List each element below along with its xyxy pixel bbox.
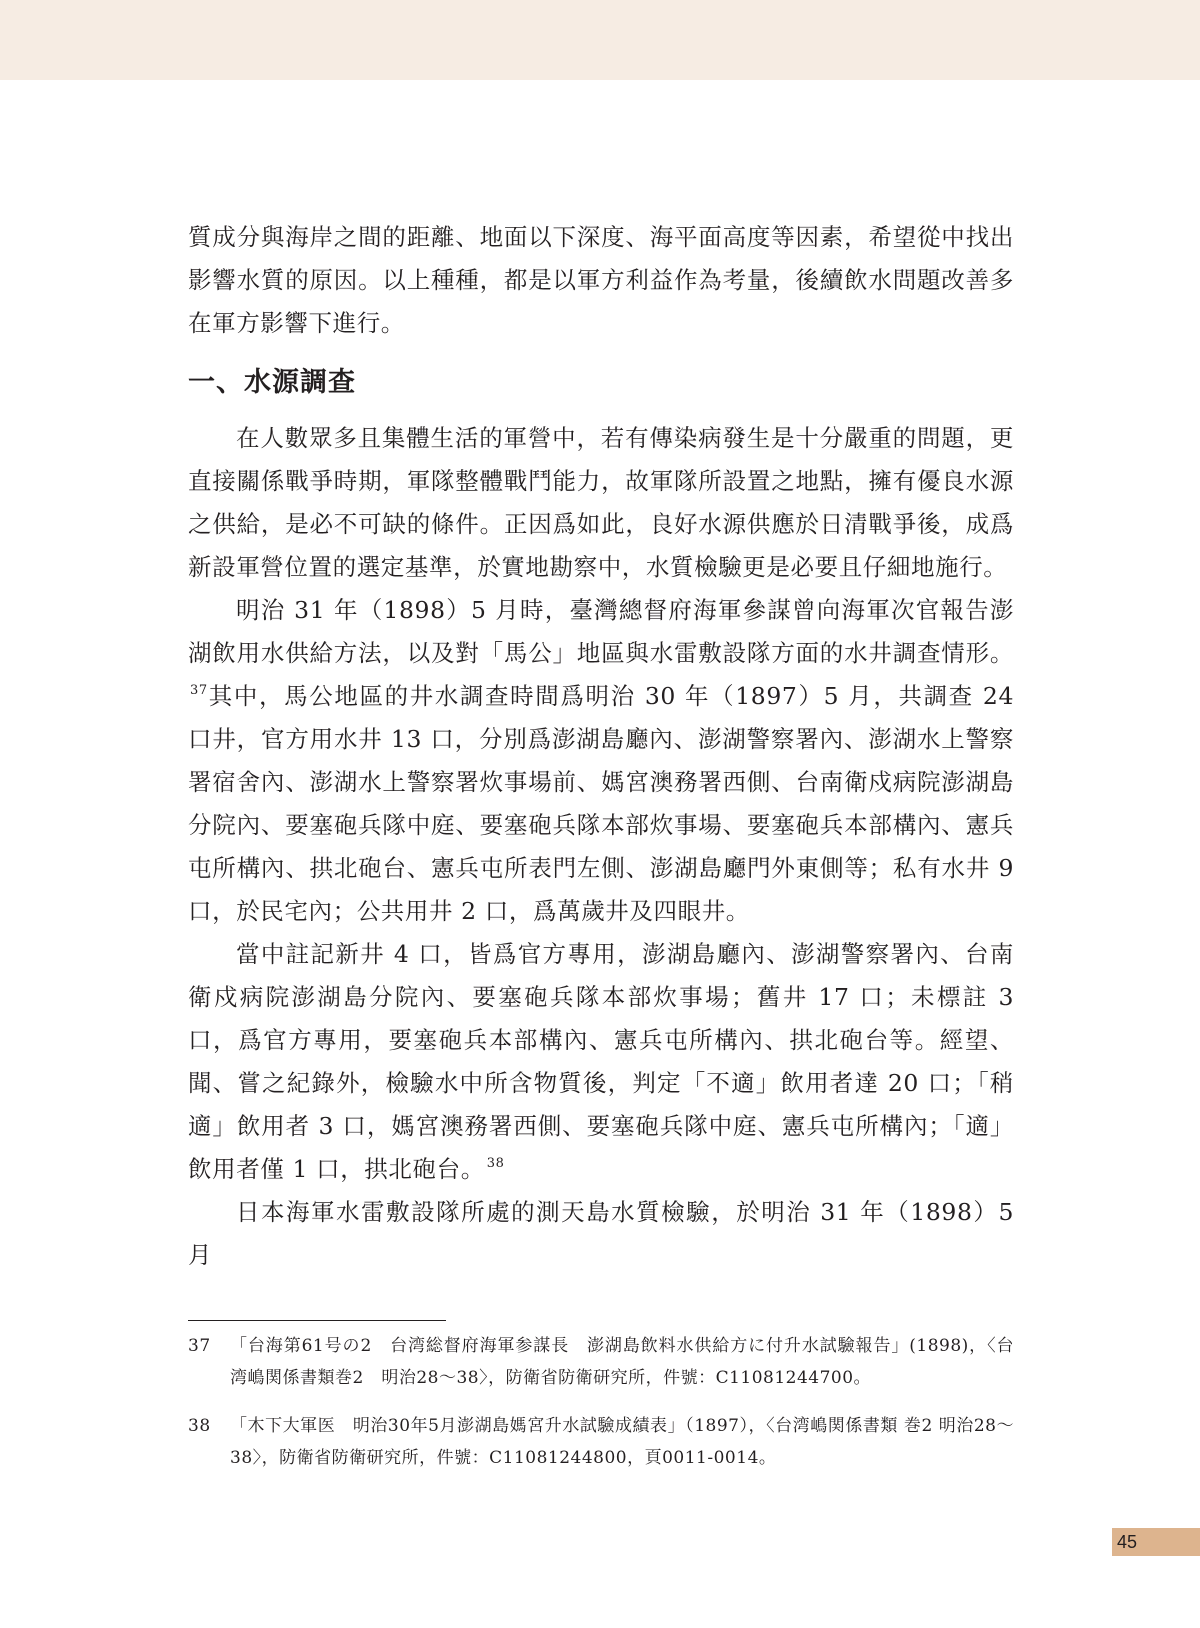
footnote-number: 38 — [188, 1416, 211, 1436]
footnote-separator — [188, 1320, 446, 1321]
paragraph-2b-text: 其中，馬公地區的井水調查時間爲明治 30 年（1897）5 月，共調查 24 口井，官方用水井 13 口，分別爲澎湖島廳內、澎湖警察署內、澎湖水上警察署宿舍內、澎湖水上警察署炊事場前、媽宮澳務署西側、台南衛戍病院澎湖島分院內、要塞砲兵隊中庭、要塞砲兵隊本部炊事場、要塞砲兵本部構內、憲兵屯所構內、拱北砲台、憲兵屯所表門左側、澎湖島廳門外東側等；私有水井 9 口，於民宅內；公共用井 2 口，爲萬歲井及四眼井。 — [188, 682, 1014, 925]
section-heading: 一、水源調查 — [188, 367, 356, 398]
footnote-37 — [188, 1330, 1014, 1394]
footnote-text: 「木下大軍医 明治30年5月澎湖島媽宮升水試驗成績表」（1897），〈台湾嶋関係書類 巻2 明治28～38〉，防衛省防衛研究所，件號：C11081244800，頁0011-0014。 — [230, 1416, 1014, 1468]
paragraph-4: 日本海軍水雷敷設隊所處的測天島水質檢驗，於明治 31 年（1898）5 月 — [188, 1198, 1014, 1269]
top-decorative-band — [0, 0, 1200, 80]
footnote-ref-37: 37 — [190, 683, 208, 698]
footnotes — [188, 1330, 1014, 1490]
paragraph-3-text: 當中註記新井 4 口，皆爲官方專用，澎湖島廳內、澎湖警察署內、台南衛戍病院澎湖島分院內、要塞砲兵隊本部炊事場；舊井 17 口；未標註 3 口，爲官方專用，要塞砲兵本部構內、憲兵屯所構內、拱北砲台等。經望、聞、嘗之紀錄外，檢驗水中所含物質後，判定「不適」飲用者達 20 口；「稍適」飲用者 3 口，媽宮澳務署西側、要塞砲兵隊中庭、憲兵屯所構內；「適」飲用者僅 1 口，拱北砲台。 — [188, 940, 1014, 1183]
main-text — [188, 216, 1014, 1277]
footnote-38 — [188, 1410, 1014, 1474]
paragraph-1: 在人數眾多且集體生活的軍營中，若有傳染病發生是十分嚴重的問題，更直接關係戰爭時期，軍隊整體戰鬥能力，故軍隊所設置之地點，擁有優良水源之供給，是必不可缺的條件。正因爲如此，良好水源供應於日清戰爭後，成爲新設軍營位置的選定基準，於實地勘察中，水質檢驗更是必要且仔細地施行。 — [188, 424, 1014, 581]
footnote-text: 「台海第61号の2 台湾総督府海軍参謀長 澎湖島飲料水供給方に付升水試驗報告」(1898)，〈台湾嶋関係書類巻2 明治28～38〉，防衛省防衛研究所，件號：C11081244700。 — [230, 1336, 1014, 1388]
footnote-ref-38: 38 — [486, 1156, 505, 1171]
paragraph-2-text: 明治 31 年（1898）5 月時，臺灣總督府海軍參謀曾向海軍次官報告澎湖飲用水供給方法，以及對「馬公」地區與水雷敷設隊方面的水井調查情形。 — [188, 596, 1014, 667]
paragraph-2 — [188, 589, 1014, 933]
paragraph-intro: 質成分與海岸之間的距離、地面以下深度、海平面高度等因素，希望從中找出影響水質的原因。以上種種，都是以軍方利益作為考量，後續飲水問題改善多在軍方影響下進行。 — [188, 223, 1014, 337]
footnote-number: 37 — [188, 1336, 211, 1356]
page-number: 45 — [1117, 1532, 1138, 1552]
paragraph-3 — [188, 933, 1014, 1191]
